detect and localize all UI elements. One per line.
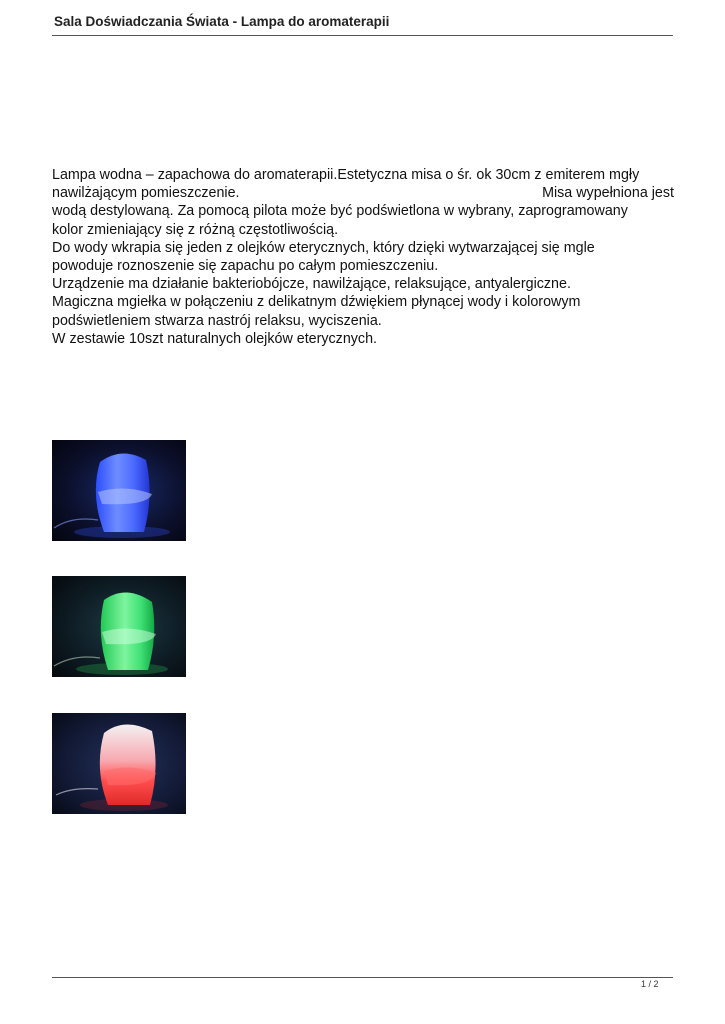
body-line: Urządzenie ma działanie bakteriobójcze, nawilżające, relaksujące, antyalergiczne. (52, 276, 571, 293)
body-line: Magiczna mgiełka w połączeniu z delikatnym dźwiękiem płynącej wody i kolorowym (52, 294, 581, 311)
body-line-left: nawilżającym pomieszczenie. (52, 185, 240, 202)
article-body (52, 166, 674, 348)
body-line (52, 184, 674, 202)
body-line: W zestawie 10szt naturalnych olejków eterycznych. (52, 330, 377, 347)
body-line: powoduje roznoszenie się zapachu po całym pomieszczeniu. (52, 258, 439, 275)
body-line: kolor zmieniający się z różną częstotliwością. (52, 221, 339, 238)
header-divider (52, 35, 673, 36)
lamp-photo-red (52, 713, 186, 814)
page-number: 1 / 2 (641, 979, 659, 989)
body-line-right: Misa wypełniona jest (542, 185, 674, 202)
lamp-photo-green (52, 576, 186, 677)
page-header-title: Sala Doświadczania Świata - Lampa do aromaterapii (54, 14, 390, 29)
body-line: wodą destylowaną. Za pomocą pilota może być podświetlona w wybrany, zaprogramowany (52, 203, 628, 220)
lamp-photo-blue (52, 440, 186, 541)
body-line: Lampa wodna – zapachowa do aromaterapii.Estetyczna misa o śr. ok 30cm z emiterem mgły (52, 167, 640, 183)
body-line: podświetleniem stwarza nastrój relaksu, wyciszenia. (52, 312, 382, 329)
body-line: Do wody wkrapia się jeden z olejków eterycznych, który dzięki wytwarzającej się mgle (52, 239, 595, 256)
footer-divider (52, 977, 673, 978)
